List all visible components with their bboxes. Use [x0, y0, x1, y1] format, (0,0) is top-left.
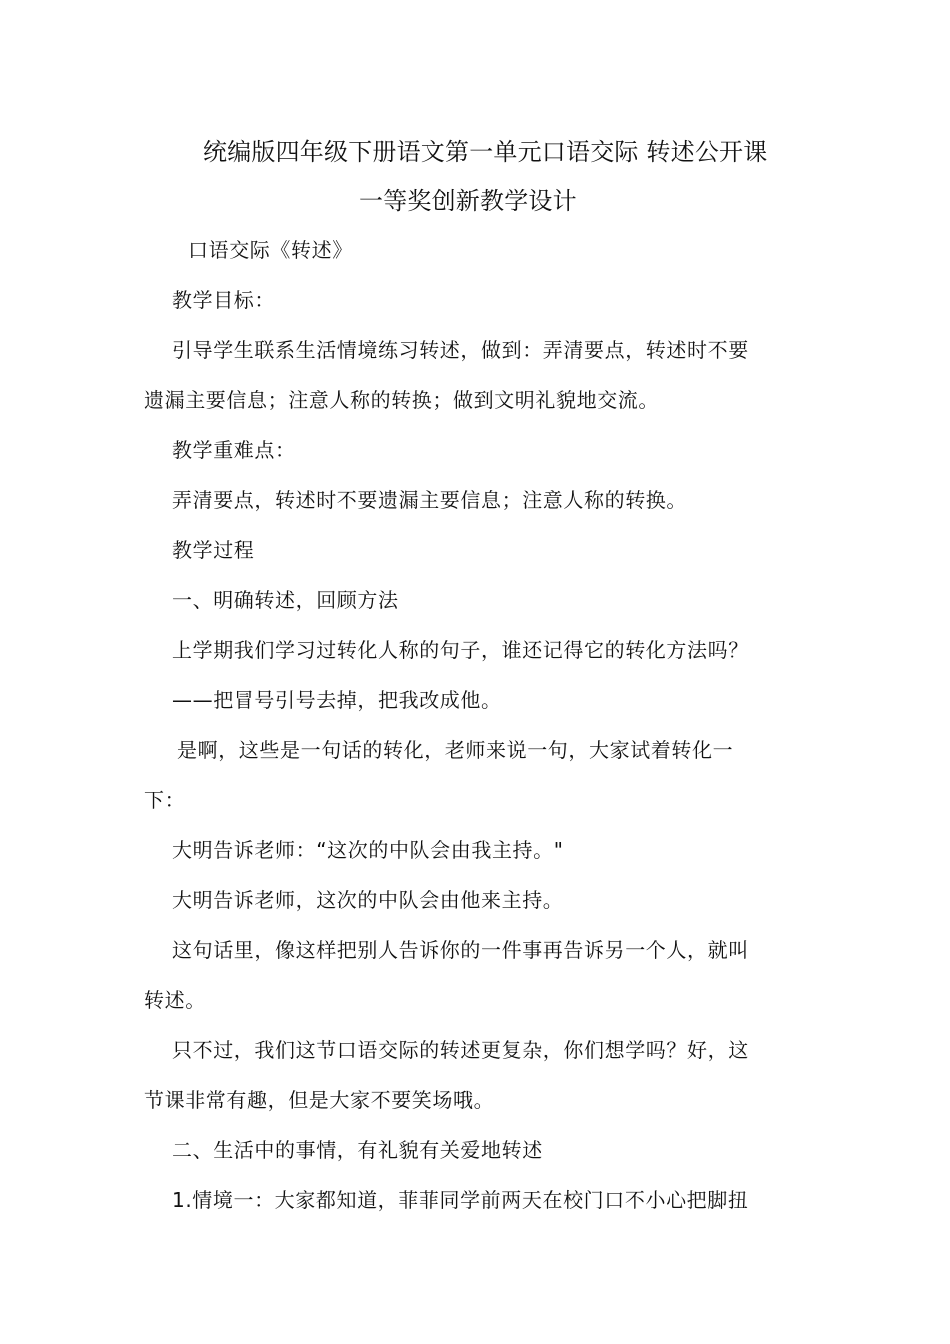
heading-teaching-process: 教学过程 — [172, 538, 255, 562]
heading-key-difficulties: 教学重难点： — [172, 438, 296, 462]
heading-teaching-goals: 教学目标： — [172, 288, 275, 312]
paragraph-line: 引导学生联系生活情境练习转述，做到：弄清要点，转述时不要 — [172, 338, 749, 362]
paragraph-line: 是啊，这些是一句话的转化，老师来说一句，大家试着转化一 — [177, 738, 734, 762]
paragraph-line: 节课非常有趣，但是大家不要笑场哦。 — [144, 1088, 495, 1112]
example-quote-indirect: 大明告诉老师，这次的中队会由他来主持。 — [172, 888, 564, 912]
paragraph-line: 遗漏主要信息；注意人称的转换；做到文明礼貌地交流。 — [144, 388, 659, 412]
example-quote-direct: 大明告诉老师：“这次的中队会由我主持。" — [172, 838, 564, 862]
title-line-1: 统编版四年级下册语文第一单元口语交际 转述公开课 — [203, 138, 768, 166]
section-heading-2: 二、生活中的事情，有礼貌有关爱地转述 — [172, 1138, 543, 1162]
section-heading-1: 一、明确转述，回顾方法 — [172, 588, 399, 612]
paragraph-line: 这句话里，像这样把别人告诉你的一件事再告诉另一个人，就叫 — [172, 938, 749, 962]
paragraph-line: 下： — [144, 788, 186, 812]
paragraph-line: 1.情境一：大家都知道，菲菲同学前两天在校门口不小心把脚扭 — [172, 1188, 749, 1212]
subtitle-oral-communication: 口语交际《转述》 — [188, 238, 353, 262]
paragraph-line: 只不过，我们这节口语交际的转述更复杂，你们想学吗？好，这 — [172, 1038, 749, 1062]
paragraph-line: ——把冒号引号去掉，把我改成他。 — [172, 688, 502, 712]
paragraph-line: 弄清要点，转述时不要遗漏主要信息；注意人称的转换。 — [172, 488, 687, 512]
paragraph-line: 上学期我们学习过转化人称的句子，谁还记得它的转化方法吗？ — [172, 638, 749, 662]
title-line-2: 一等奖创新教学设计 — [359, 187, 577, 215]
paragraph-line: 转述。 — [144, 988, 206, 1012]
